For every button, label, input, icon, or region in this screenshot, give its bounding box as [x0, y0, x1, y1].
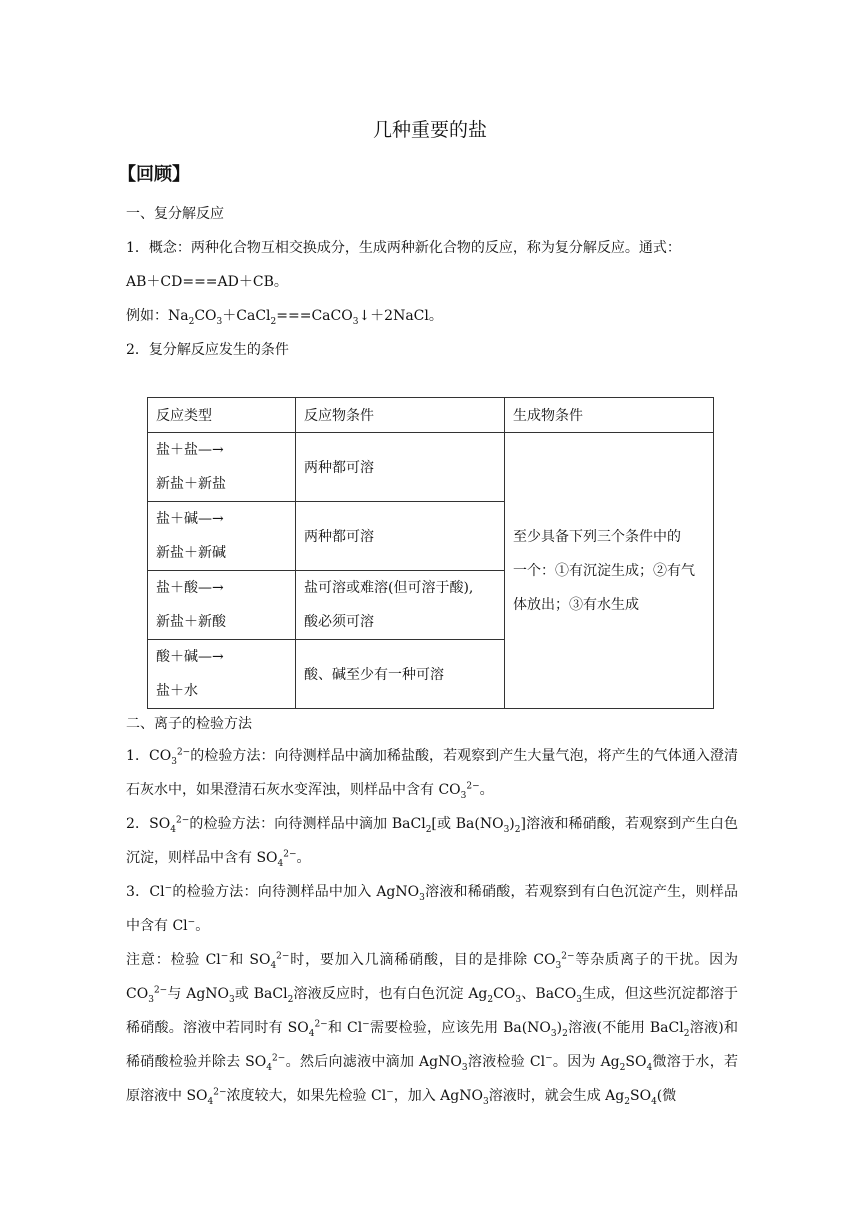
reaction-type-cell: 酸＋碱—→ 盐＋水: [148, 640, 296, 709]
concept-line-2: AB＋CD===AD＋CB。: [126, 274, 288, 290]
note-paragraph: 注意：检验 Cl−和 $SO_4^{2-}$时，要加入几滴稀硝酸，目的是排除 $CO_3^{2-}$等杂质离子的干扰。因为 $CO_3^{2-}$与 AgNO$_3$或 BaCl$_2$溶液反应时，也有白色沉淀 $Ag_2CO_3$、BaCO$_3$生成，但这些沉淀都溶于稀硝酸。溶液中若同时有 $SO_4^{2-}$和 Cl−需要检验，应该先用 $Ba(NO_3)_2$溶液(不能用 BaCl$_2$溶液)和稀硝酸检验并除去 $SO_4^{2-}$。然后向滤液中滴加 AgNO$_3$溶液检验 Cl−。因为 $Ag_2SO_4$微溶于水，若原溶液中 $SO_4^{2-}$浓度较大，如果先检验 Cl−，加入 AgNO$_3$溶液时，就会生成 $Ag_2SO_4$(微: [126, 951, 739, 1107]
reactant-condition-cell: 两种都可溶: [296, 433, 505, 502]
reaction-type-cell: 盐＋酸—→ 新盐＋新酸: [148, 571, 296, 640]
cl-test-paragraph: 3．Cl−的检验方法：向待测样品中加入 AgNO$_3$溶液和稀硝酸，若观察到有白色沉淀产生，则样品中含有 Cl−。: [126, 883, 739, 934]
reactant-condition-cell: 盐可溶或难溶(但可溶于酸), 酸必须可溶: [296, 571, 505, 640]
table-header-cell: 生成物条件: [505, 398, 714, 433]
table-header-cell: 反应类型: [148, 398, 296, 433]
table-header-cell: 反应物条件: [296, 398, 505, 433]
product-condition-cell: 至少具备下列三个条件中的 一个：①有沉淀生成；②有气 体放出；③有水生成: [505, 433, 714, 709]
example-line: 例如：$Na_2CO_3+CaCl_2===CaCO_3↓+2NaCl$。: [126, 308, 443, 327]
reactant-condition-cell: 酸、碱至少有一种可溶: [296, 640, 505, 709]
concept-line-1: 1．概念：两种化合物互相交换成分，生成两种新化合物的反应，称为复分解反应。通式：: [126, 240, 681, 256]
so4-test-paragraph: 2．$SO_4^{2-}$的检验方法：向待测样品中滴加 BaCl$_2$[或 $Ba(NO_3)_2$]溶液和稀硝酸，若观察到产生白色沉淀，则样品中含有 $SO_4^{2-}$。: [126, 815, 738, 869]
reactant-condition-cell: 两种都可溶: [296, 502, 505, 571]
conditions-table: [147, 397, 714, 709]
section2-heading: 二、离子的检验方法: [126, 716, 252, 732]
section1-heading: 一、复分解反应: [126, 206, 224, 222]
co3-test-paragraph: 1．$CO_3^{2-}$的检验方法：向待测样品中滴加稀盐酸，若观察到产生大量气泡，将产生的气体通入澄清石灰水中，如果澄清石灰水变浑浊，则样品中含有 $CO_3^{2-}$。: [126, 747, 738, 801]
conditions-line: 2．复分解反应发生的条件: [126, 342, 289, 358]
review-heading: 【回顾】: [118, 164, 190, 185]
reaction-type-cell: 盐＋碱—→ 新盐＋新碱: [148, 502, 296, 571]
table-header-row: [148, 398, 714, 433]
page-title: 几种重要的盐: [372, 119, 487, 141]
reaction-type-cell: 盐＋盐—→ 新盐＋新盐: [148, 433, 296, 502]
table-row: [148, 433, 714, 502]
